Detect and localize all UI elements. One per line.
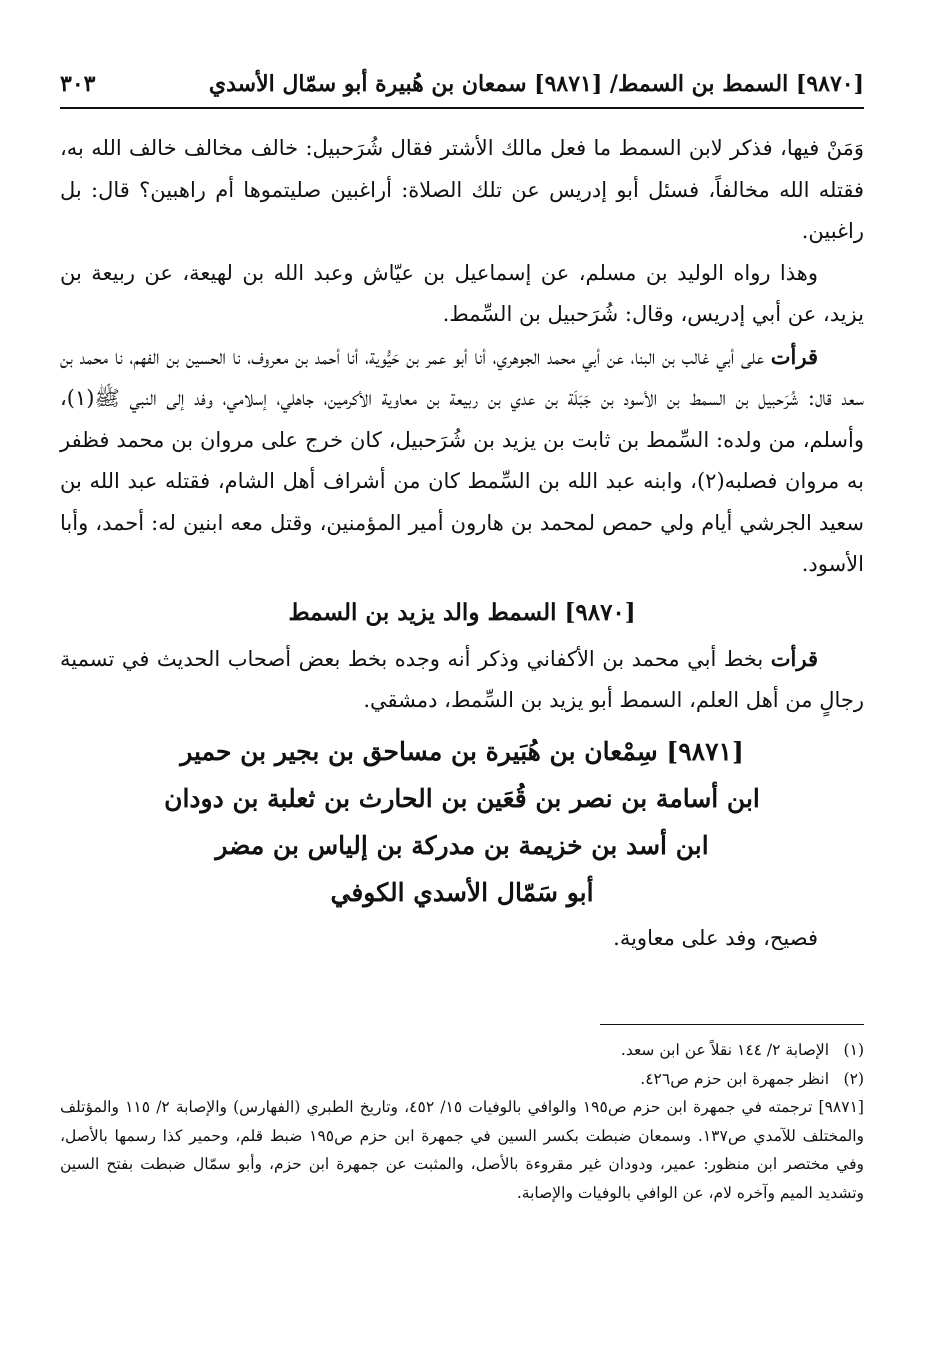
footnote-rule: [600, 1024, 864, 1025]
entry-9871-line-2: ابن أسامة بن نصر بن قُعَين بن الحارث بن ثعلبة بن دودان: [164, 783, 760, 813]
running-head: [60, 62, 864, 106]
footnotes: [60, 1036, 864, 1207]
footnote-2: [60, 1065, 864, 1094]
footnote-3-number: [٩٨٧١]: [818, 1098, 864, 1116]
paragraph-4-lead: قرأت: [770, 645, 818, 671]
entry-9871-line-1: [٩٨٧١] سِمْعان بن هُبَيرة بن مساحق بن بجير بن حمير: [180, 736, 744, 766]
entry-9871-line-3: ابن أسد بن خزيمة بن مدركة بن إلياس بن مضر: [215, 830, 709, 860]
main-text: [60, 128, 864, 959]
paragraph-3-text: على أبي غالب بن البنا، عن أبي محمد الجوهري، أنا أبو عمر بن حَيُّوية، أنا أحمد بن معروف، نا الحسين بن الفهم، نا محمد بن سعد قال: شُرَحبيل بن السمط بن الأسود بن جَبَلَة بن عدي بن ربيعة بن معاوية الأكرمين، جاهلي، إسلامي، وفد إلى النبي ﷺ(١)، وأسلم، من ولده: السِّمط بن ثابت بن يزيد بن شُرَحبيل، كان خرج على مروان بن محمد فظفر به مروان فصلبه(٢)، وابنه عبد الله بن السِّمط كان من أشراف أهل الشام، فقتله عبد الله بن سعيد الجرشي أيام ولي حمص لمحمد بن هارون أمير المؤمنين، وقتل معه ابنين له: أحمد، وأبا الأسود.: [60, 344, 864, 576]
entry-9871-heading: [60, 728, 864, 916]
footnote-2-text: انظر جمهرة ابن حزم ص٤٢٦.: [640, 1069, 830, 1088]
paragraph-3: [60, 336, 864, 586]
footnote-2-number: (٢): [843, 1069, 864, 1088]
footnote-1-text: الإصابة ٢/ ١٤٤ نقلاً عن ابن سعد.: [620, 1041, 830, 1059]
paragraph-4-text: بخط أبي محمد بن الأكفاني وذكر أنه وجده بخط بعض أصحاب الحديث في تسمية رجالٍ من أهل العلم، السمط أبو يزيد بن السِّمط، دمشقي.: [60, 646, 864, 712]
footnote-1: [60, 1036, 864, 1065]
entry-9871-line-4: أبو سَمّال الأسدي الكوفي: [330, 877, 594, 907]
page-number: ٣٠٣: [60, 71, 96, 97]
paragraph-1: وَمَنْ فيها، فذكر لابن السمط ما فعل مالك الأشتر فقال شُرَحبيل: خالف مخالف خالف الله به، فقتله الله مخالفاً، فسئل أبو إدريس عن تلك الصلاة: أراغبين صليتموها أم راهبين؟ قال: بل راغبين.: [60, 136, 864, 243]
footnote-3-text: ترجمته في جمهرة ابن حزم ص١٩٥ والوافي بالوفيات ١٥/ ٤٥٢، وتاريخ الطبري (الفهارس) والإصابة ٢/ ١١٥ والمؤتلف والمختلف للآمدي ص١٣٧. وسمعان ضبطت بكسر السين في جمهرة ابن حزم ص١٩٥ ضبط قلم، وحمير كذا رسمها بالأصل، وفي مختصر ابن منظور: عمير، ودودان غير مقروءة بالأصل، والمثبت عن جمهرة ابن حزم، وأبو سمّال ضبطت بفتح السين وتشديد الميم وآخره لام، عن الوافي بالوفيات والإصابة.: [60, 1098, 864, 1202]
footnote-1-number: (١): [843, 1041, 864, 1059]
footnote-3: [60, 1093, 864, 1207]
paragraph-3-lead: قرأت: [770, 343, 818, 369]
running-head-title: [٩٨٧٠] السمط بن السمط/ [٩٨٧١] سمعان بن هُبيرة أبو سمّال الأسدي: [208, 71, 864, 97]
paragraph-2: وهذا رواه الوليد بن مسلم، عن إسماعيل بن عيّاش وعبد الله بن لهيعة، عن ربيعة بن يزيد، عن أبي إدريس، وقال: شُرَحبيل بن السِّمط.: [60, 260, 864, 326]
header-rule: [60, 107, 864, 109]
entry-9870-title: [٩٨٧٠] السمط والد يزيد بن السمط: [288, 598, 636, 626]
paragraph-5: فصيح، وفد على معاوية.: [613, 925, 818, 950]
paragraph-4: [60, 638, 864, 722]
